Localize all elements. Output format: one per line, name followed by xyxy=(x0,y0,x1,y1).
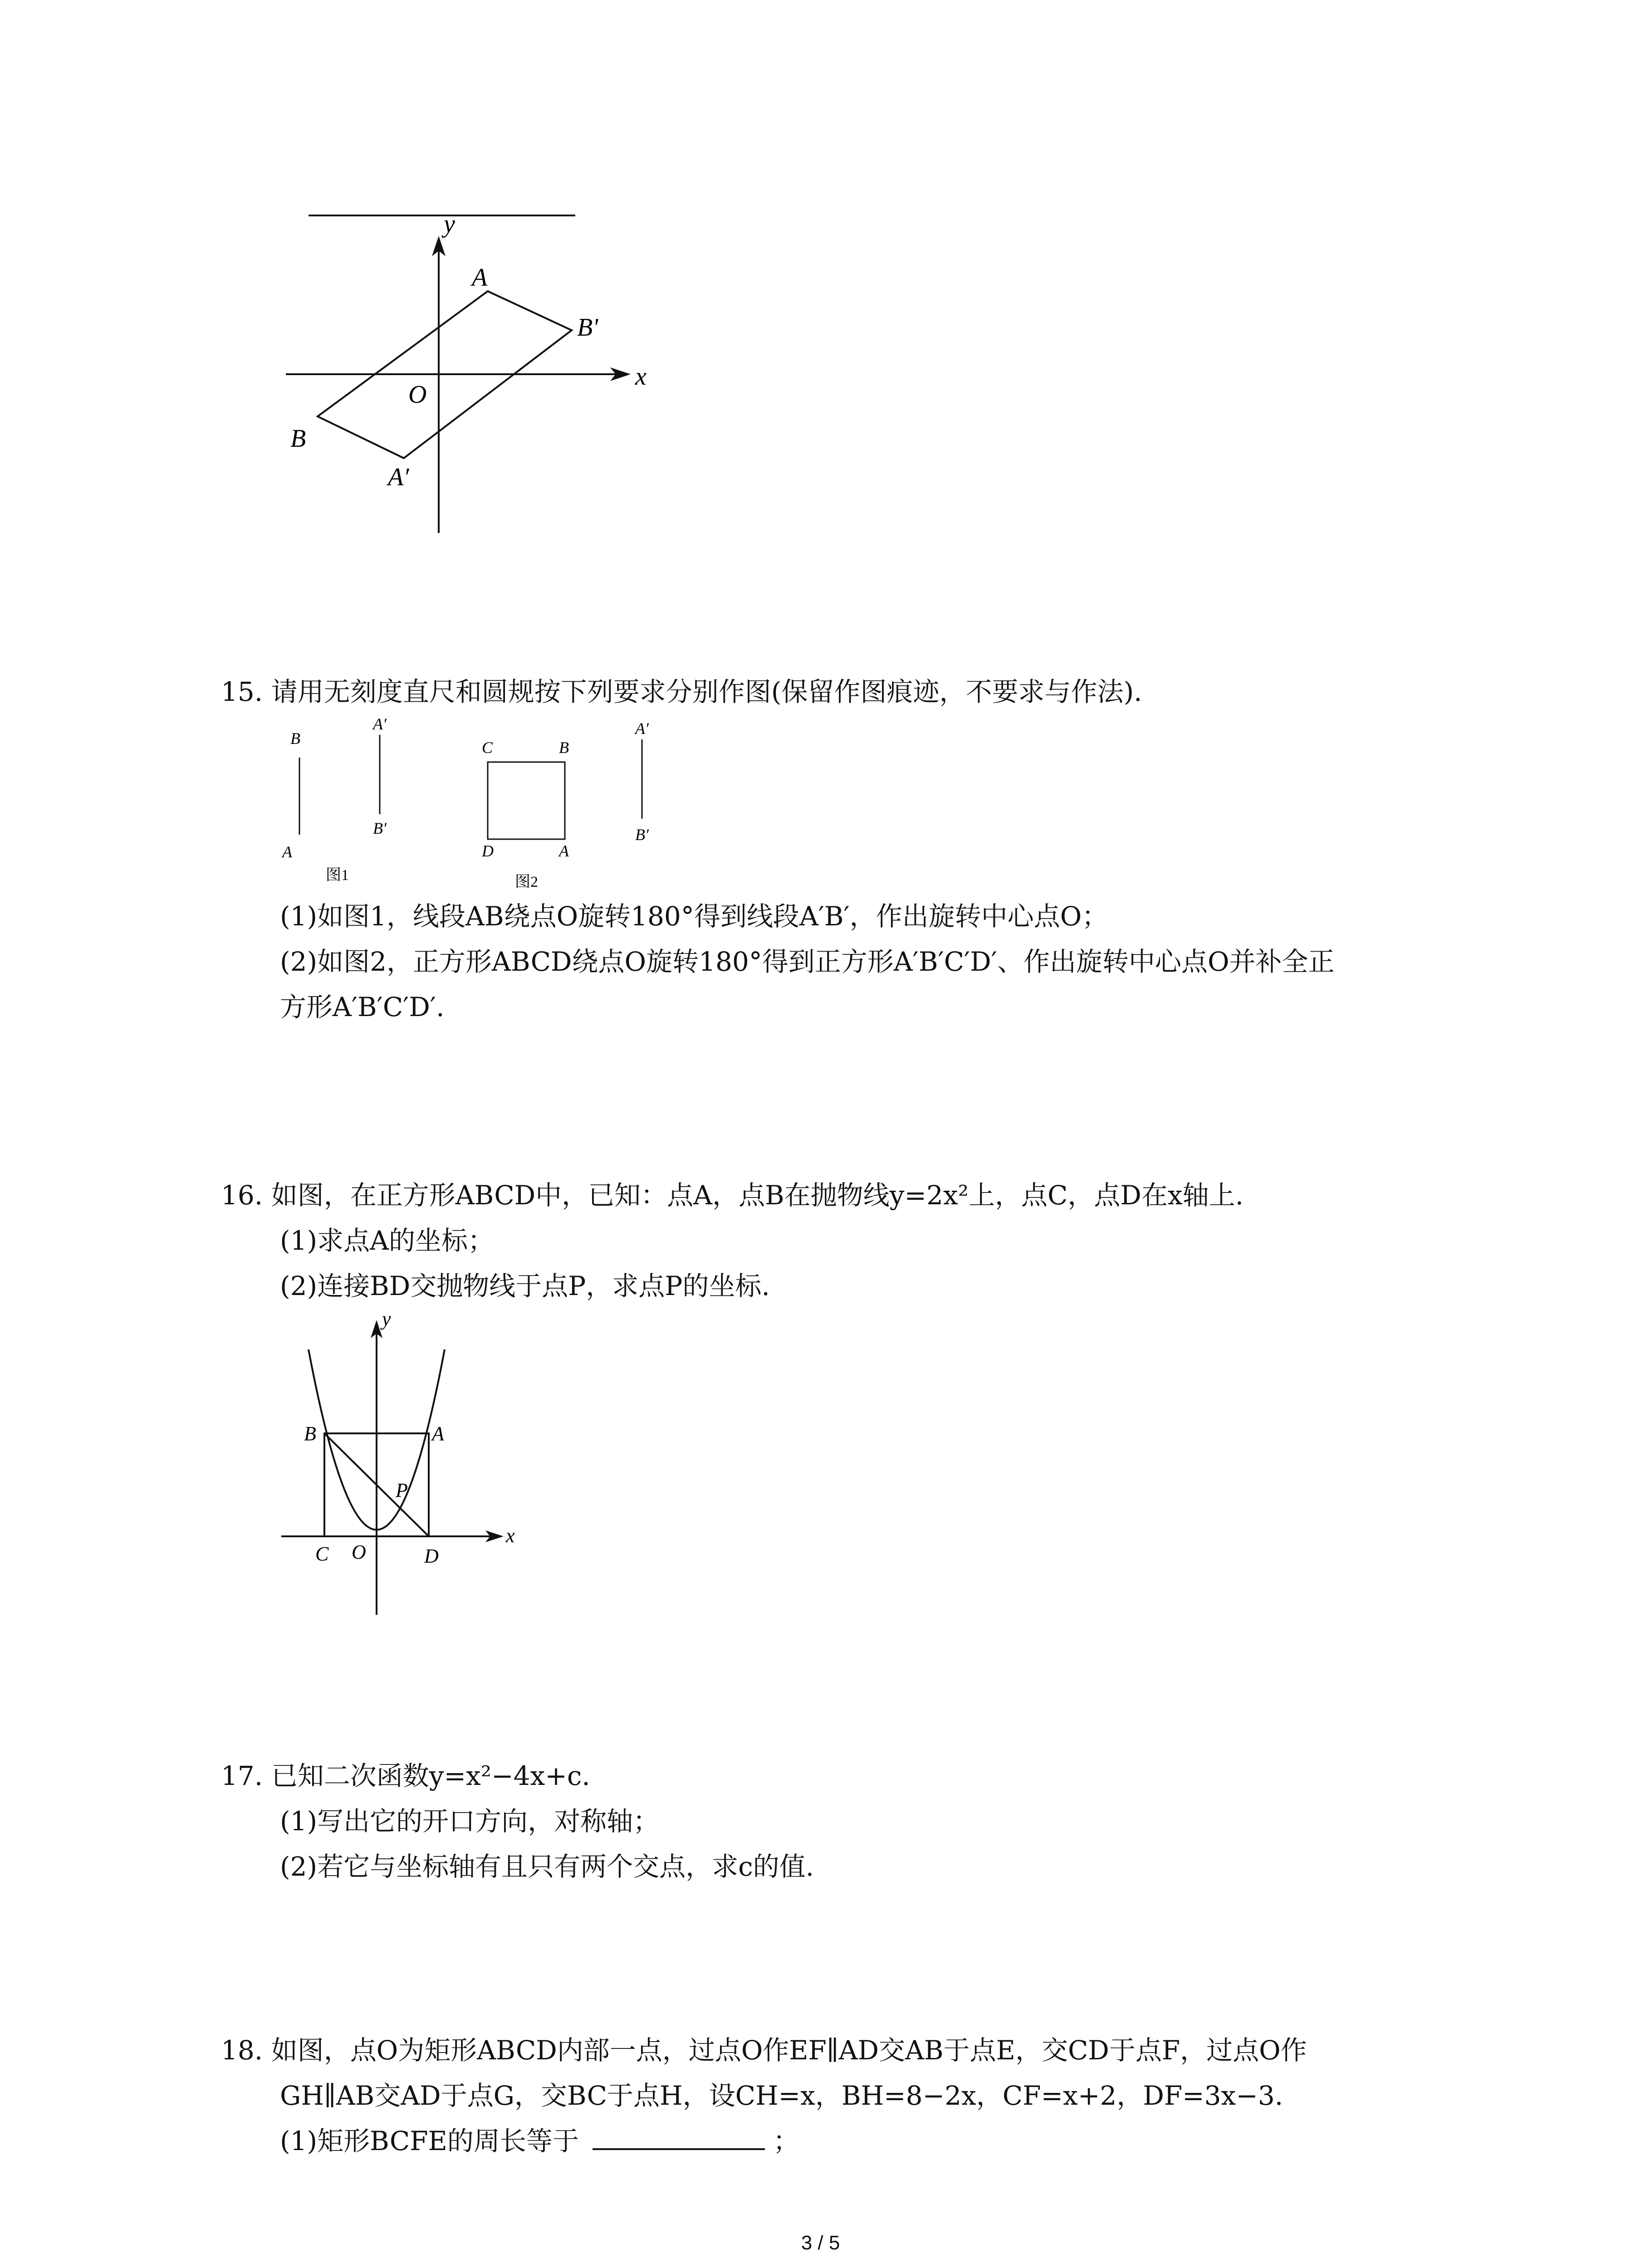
label-C: C xyxy=(315,1543,329,1565)
fig1-label-B: B xyxy=(290,729,300,748)
q18-line1-text: 如图，点O为矩形ABCD内部一点，过点O作EF∥AD交AB于点E，交CD于点F，过点O作 xyxy=(271,2035,1307,2066)
fig2-caption: 图2 xyxy=(515,874,538,889)
q15-stem-text: 请用无刻度直尺和圆规按下列要求分别作图(保留作图痕迹，不要求与作法). xyxy=(271,676,1142,707)
fig2-label-C: C xyxy=(482,738,493,757)
q18-number: 18. xyxy=(221,2035,263,2066)
q16-stem-text: 如图，在正方形ABCD中，已知：点A，点B在抛物线y=2x²上，点C，点D在x轴上. xyxy=(271,1180,1244,1211)
q15-stem xyxy=(221,676,1142,708)
label-A: A xyxy=(472,264,488,292)
label-A-prime: A′ xyxy=(388,463,409,491)
q16-part2: (2)连接BD交抛物线于点P，求点P的坐标. xyxy=(280,1271,770,1301)
q17-stem-text: 已知二次函数y=x²−4x+c. xyxy=(271,1760,590,1791)
page-number: 3 / 5 xyxy=(801,2232,840,2254)
q18-part1-prefix: (1)矩形BCFE的周长等于 xyxy=(280,2126,579,2156)
fig1-label-B-prime: B′ xyxy=(373,819,387,837)
label-x: x xyxy=(635,362,647,391)
q15-part2-line2: 方形A′B′C′D′. xyxy=(280,992,445,1022)
figure-15-figures xyxy=(272,717,681,889)
fig1-label-A: A xyxy=(282,843,292,861)
label-x: x xyxy=(506,1525,515,1547)
figure-14-coordinate-parallelogram xyxy=(272,200,681,553)
label-D: D xyxy=(424,1545,439,1567)
fig2-square-ABCD xyxy=(488,762,565,839)
q18-part1-suffix: ； xyxy=(773,2126,799,2156)
label-O: O xyxy=(352,1541,366,1563)
label-A: A xyxy=(432,1422,444,1445)
q17-part2: (2)若它与坐标轴有且只有两个交点，求c的值. xyxy=(280,1851,814,1882)
answer-blank[interactable] xyxy=(593,2126,765,2150)
q18-line1 xyxy=(221,2034,1307,2066)
q17-stem xyxy=(221,1760,590,1792)
label-y: y xyxy=(444,210,455,238)
label-B-prime: B' xyxy=(577,313,598,342)
q17-part1: (1)写出它的开口方向，对称轴； xyxy=(280,1806,660,1837)
label-B: B xyxy=(290,425,306,453)
fig2-label-D: D xyxy=(482,842,494,860)
fig2-label-B-prime: B′ xyxy=(635,826,649,844)
q16-stem xyxy=(221,1179,1244,1211)
label-y: y xyxy=(382,1308,391,1330)
fig2-label-A-prime: A′ xyxy=(635,719,649,738)
q18-line2: GH∥AB交AD于点G，交BC于点H，设CH=x，BH=8−2x，CF=x+2，DF=3x−3. xyxy=(280,2080,1283,2111)
q15-part1: (1)如图1，线段AB绕点O旋转180°得到线段A′B′，作出旋转中心点O； xyxy=(280,901,1108,932)
q15-number: 15. xyxy=(221,676,263,707)
label-B: B xyxy=(304,1422,316,1445)
q16-number: 16. xyxy=(221,1180,263,1211)
q18-part1 xyxy=(221,2125,799,2157)
q16-part1: (1)求点A的坐标； xyxy=(280,1225,495,1256)
fig1-caption: 图1 xyxy=(326,867,349,884)
label-O: O xyxy=(408,381,427,409)
figure-16-parabola-square xyxy=(272,1306,544,1624)
q15-part2-line1: (2)如图2，正方形ABCD绕点O旋转180°得到正方形A′B′C′D′、作出旋转中心点O并补全正 xyxy=(280,946,1335,977)
q17-number: 17. xyxy=(221,1760,263,1791)
label-P: P xyxy=(396,1479,408,1501)
fig2-label-A: A xyxy=(559,842,569,860)
fig1-label-A-prime: A′ xyxy=(373,717,387,733)
fig2-label-B: B xyxy=(559,738,569,757)
